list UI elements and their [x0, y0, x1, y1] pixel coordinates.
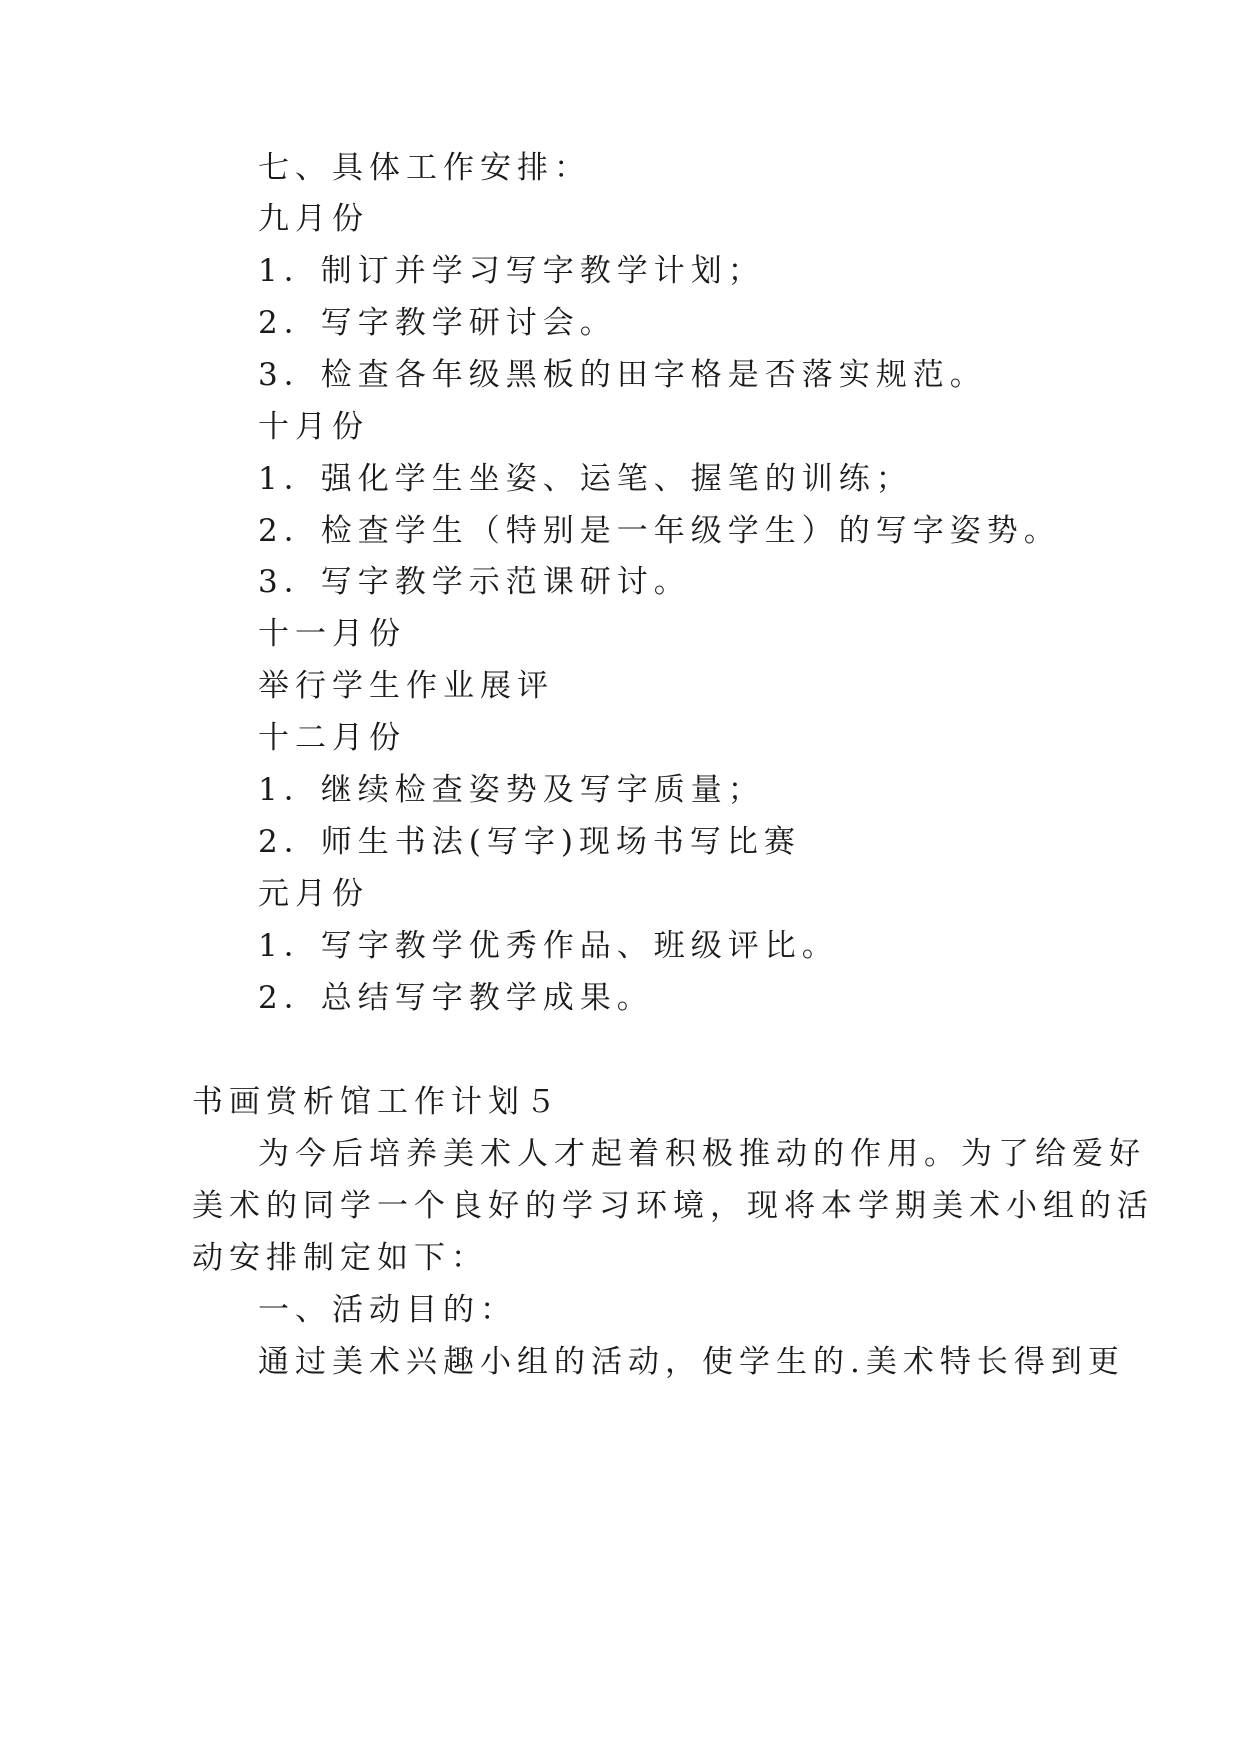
month-title-november: 十一月份 — [258, 616, 406, 652]
section-heading: 一、活动目的： — [258, 1292, 517, 1328]
month-title-january: 元月份 — [258, 876, 369, 912]
paragraph-line: 美术的同学一个良好的学习环境，现将本学期美术小组的活 — [192, 1188, 1154, 1224]
list-item: 1．强化学生坐姿、运笔、握笔的训练； — [258, 461, 913, 497]
plan-title: 书画赏析馆工作计划５ — [192, 1084, 562, 1120]
list-item: 1．继续检查姿势及写字质量； — [258, 772, 765, 808]
month-title-october: 十月份 — [258, 409, 369, 445]
list-item: 2．师生书法(写字)现场书写比赛 — [258, 824, 801, 860]
list-item: 2．总结写字教学成果。 — [258, 980, 654, 1016]
paragraph-line: 为今后培养美术人才起着积极推动的作用。为了给爱好 — [258, 1136, 1146, 1172]
list-item: 举行学生作业展评 — [258, 668, 554, 704]
month-title-september: 九月份 — [258, 201, 369, 237]
list-item: 2．写字教学研讨会。 — [258, 305, 617, 341]
list-item: 3．写字教学示范课研讨。 — [258, 564, 691, 600]
section-heading: 七、具体工作安排： — [258, 150, 591, 186]
list-item: 1．写字教学优秀作品、班级评比。 — [258, 928, 839, 964]
list-item: 1．制订并学习写字教学计划； — [258, 253, 765, 289]
list-item: 2．检查学生（特别是一年级学生）的写字姿势。 — [258, 513, 1061, 549]
paragraph-line: 通过美术兴趣小组的活动，使学生的.美术特长得到更 — [258, 1344, 1125, 1380]
paragraph-line: 动安排制定如下： — [192, 1240, 488, 1276]
month-title-december: 十二月份 — [258, 720, 406, 756]
list-item: 3．检查各年级黑板的田字格是否落实规范。 — [258, 357, 987, 393]
